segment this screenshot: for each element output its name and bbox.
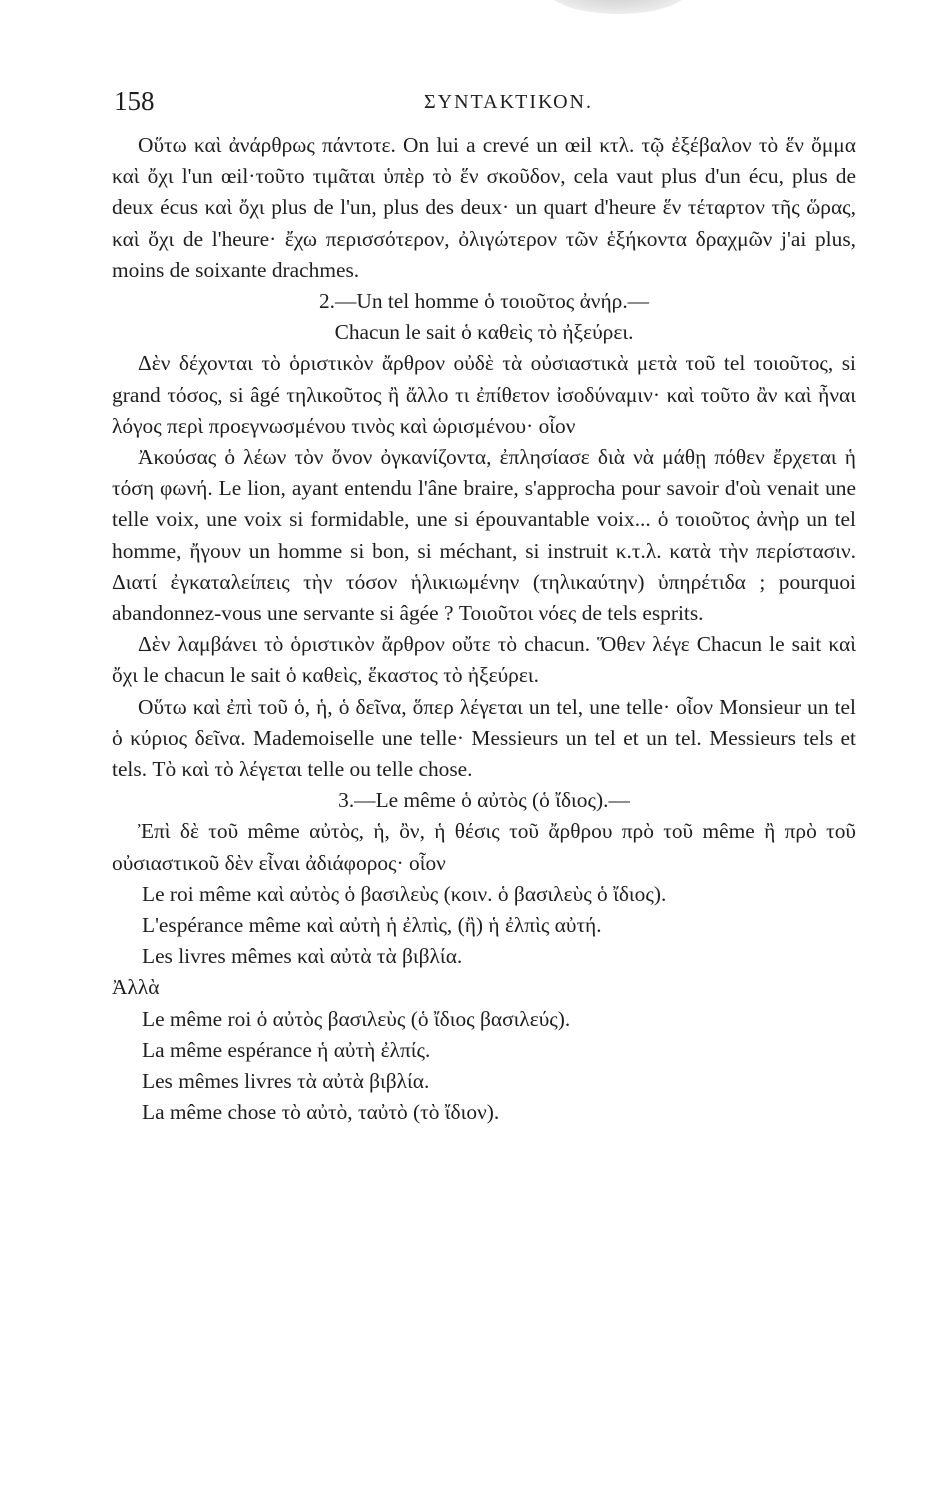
section-heading-le-meme: 3.—Le même ὁ αὐτὸς (ὁ ἴδιος).— [338, 788, 630, 813]
example-line: La même espérance ἡ αὐτὴ ἐλπίς. [142, 1037, 431, 1062]
example-line: Les livres mêmes καὶ αὐτὰ τὰ βιβλία. [142, 944, 463, 969]
example-line: Le roi même καὶ αὐτὸς ὁ βασιλεὺς (κοιν. ὁ βασιλεὺς ὁ ἴδιος). [142, 881, 667, 906]
page-number: 158 [114, 86, 155, 116]
alla-word: Ἀλλὰ [112, 975, 160, 1000]
paragraph-meme: Ἐπὶ δὲ τοῦ même αὐτὸς, ἡ, ὂν, ἡ θέσις τοῦ ἄρθρου πρὸ τοῦ même ἢ πρὸ τοῦ οὐσιαστικοῦ δὲν εἶναι ἀδιάφορος· οἷον [112, 819, 856, 875]
example-line: L'espérance même καὶ αὐτὴ ἡ ἐλπὶς, (ἢ) ἡ ἐλπὶς αὐτή. [142, 913, 602, 938]
example-line: La même chose τὸ αὐτὸ, ταὐτὸ (τὸ ἴδιον). [142, 1100, 500, 1125]
paragraph-lion: Ἀκούσας ὁ λέων τὸν ὄνον ὀγκανίζοντα, ἐπλησίασε διὰ νὰ μάθῃ πόθεν ἔρχεται ἡ τόση φωνή. Le lion, ayant entendu l'âne braire, s'approcha pour savoir d'où venait une telle voix, une voix si formidable, une si épouvantable voix... ὁ τοιοῦτος ἀνὴρ un tel homme, ἤγουν un homme si bon, si méchant, si instruit κ.τ.λ. κατὰ τὴν περίστασιν. Διατί ἐγκαταλείπεις τὴν τόσον ἡλικιωμένην (τηλικαύτην) ὑπηρέτιδα ; pourquoi abandonnez-vous une servante si âgée ? Τοιοῦτοι νόες de tels esprits. [112, 445, 856, 626]
book-page [112, 82, 856, 1129]
example-chacun: Chacun le sait ὁ καθεὶς τὸ ἠξεύρει. [334, 320, 634, 345]
example-line: Le même roi ὁ αὐτὸς βασιλεὺς (ὁ ἴδιος βασιλεύς). [142, 1006, 571, 1031]
page-stain [548, 0, 688, 14]
page-header [112, 82, 856, 122]
paragraph-un-tel: Οὕτω καὶ ἐπὶ τοῦ ὁ, ἡ, ὁ δεῖνα, ὅπερ λέγεται un tel, une telle· οἷον Monsieur un tel ὁ κύριος δεῖνα. Mademoiselle une telle· Messieurs un tel et un tel. Messieurs tels et tels. Τὸ καὶ τὸ λέγεται telle ou telle chose. [112, 694, 856, 782]
running-title: ΣΥΝΤΑΚΤΙΚΟΝ. [424, 91, 593, 113]
page-body [112, 130, 856, 1129]
section-heading-un-tel: 2.—Un tel homme ὁ τοιοῦτος ἀνήρ.— [318, 289, 650, 314]
paragraph-chacun: Δὲν λαμβάνει τὸ ὁριστικὸν ἄρθρον οὔτε τὸ chacun. Ὅθεν λέγε Chacun le sait καὶ ὄχι le chacun le sait ὁ καθεὶς, ἕκαστος τὸ ἠξεύρει. [112, 632, 856, 688]
example-line: Les mêmes livres τὰ αὐτὰ βιβλία. [142, 1069, 430, 1094]
paragraph-rule-tel: Δὲν δέχονται τὸ ὁριστικὸν ἄρθρον οὐδὲ τὰ οὐσιαστικὰ μετὰ τοῦ tel τοιοῦτος, si grand τόσος, si âgé τηλικοῦτος ἢ ἄλλο τι ἐπίθετον ἰσοδύναμιν· καὶ τοῦτο ἂν καὶ ἦναι λόγος περὶ προεγνωσμένου τινὸς καὶ ὡρισμένου· οἷον [112, 351, 856, 438]
paragraph-numerals: Οὕτω καὶ ἀνάρθρως πάντοτε. On lui a crevé un œil κτλ. τῷ ἐξέβαλον τὸ ἕν ὄμμα καὶ ὄχι l'un œil·τοῦτο τιμᾶται ὑπὲρ τὸ ἕν σκοῦδον, cela vaut plus d'un écu, plus de deux écus καὶ ὄχι plus de l'un, plus des deux· un quart d'heure ἕν τέταρτον τῆς ὥρας, καὶ ὄχι de l'heure· ἔχω περισσότερον, ὀλιγώτερον τῶν ἑξήκοντα δραχμῶν j'ai plus, moins de soixante drachmes. [112, 133, 856, 282]
